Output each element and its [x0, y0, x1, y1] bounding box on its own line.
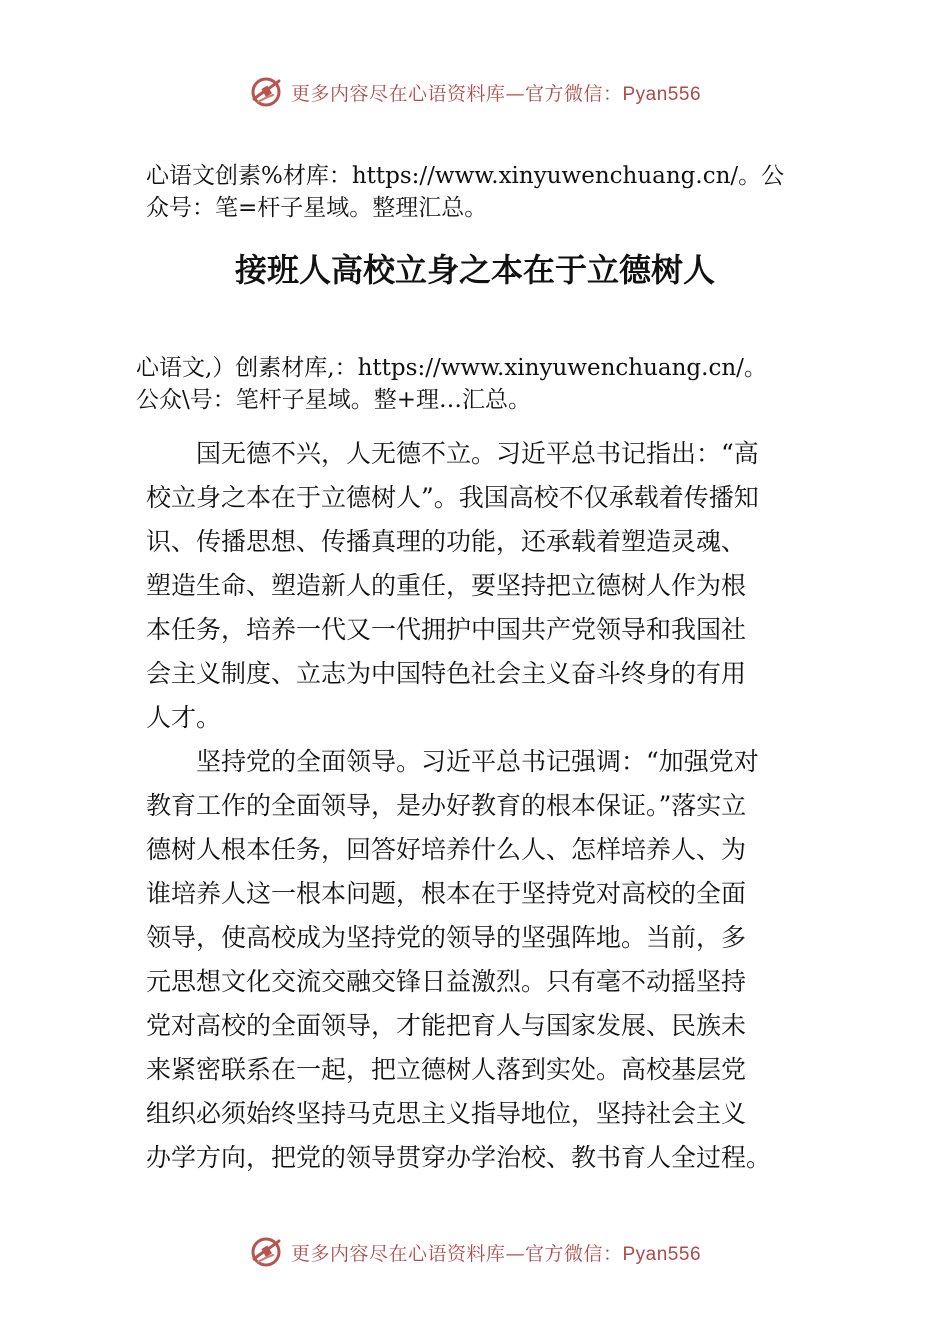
paragraph-line: 谁培养人这一根本问题，根本在于坚持党对高校的全面 — [146, 879, 747, 908]
footer-banner-text: 更多内容尽在心语资料库—官方微信：Pyan556 — [290, 1242, 702, 1265]
document-title: 接班人高校立身之本在于立德树人 — [234, 251, 715, 289]
header-banner-content — [249, 75, 701, 109]
source-note-top-line: 心语文创素%材库：https://www.xinyuwenchuang.cn/。公 — [146, 163, 785, 189]
paragraph-line: 会主义制度、立志为中国特色社会主义奋斗终身的有用 — [146, 659, 747, 688]
paragraph-line: 本任务，培养一代又一代拥护中国共产党领导和我国社 — [146, 615, 747, 644]
source-note-mid-line: 公众\号：笔杆子星域。整+理…汇总。 — [136, 387, 532, 413]
paragraph-line: 元思想文化交流交融交锋日益激烈。只有毫不动摇坚持 — [146, 967, 747, 996]
source-note-mid-line: 心语文,）创素材库,：https://www.xinyuwenchuang.cn/。 — [136, 355, 767, 381]
paragraph-line: 办学方向，把党的领导贯穿办学治校、教书育人全过程。 — [146, 1143, 772, 1172]
paragraph-line: 国无德不兴，人无德不立。习近平总书记指出：“高 — [146, 439, 759, 468]
paragraph-line: 校立身之本在于立德树人”。我国高校不仅承载着传播知 — [146, 483, 759, 512]
paragraph-line: 领导，使高校成为坚持党的领导的坚强阵地。当前，多 — [146, 923, 747, 952]
source-note-top — [146, 160, 784, 224]
brush-logo-icon — [249, 1235, 283, 1269]
body-paragraph-2 — [146, 740, 771, 1180]
paragraph-line: 德树人根本任务，回答好培养什么人、怎样培养人、为 — [146, 835, 747, 864]
paragraph-line: 塑造生命、塑造新人的重任，要坚持把立德树人作为根 — [146, 571, 747, 600]
paragraph-line: 坚持党的全面领导。习近平总书记强调：“加强党对 — [146, 747, 759, 776]
paragraph-line: 党对高校的全面领导，才能把育人与国家发展、民族未 — [146, 1011, 747, 1040]
source-note-top-line: 众号：笔=杆子星域。整理汇总。 — [146, 195, 488, 221]
footer-banner-wechat: Pyan556 — [622, 1243, 702, 1265]
source-note-mid — [136, 352, 767, 416]
header-banner-wechat: Pyan556 — [622, 83, 702, 105]
footer-banner — [0, 1232, 950, 1272]
paragraph-line: 人才。 — [146, 703, 222, 732]
brush-logo-icon — [249, 75, 283, 109]
header-banner — [0, 72, 950, 112]
paragraph-line: 识、传播思想、传播真理的功能，还承载着塑造灵魂、 — [146, 527, 747, 556]
body-paragraph-1 — [146, 432, 759, 740]
paragraph-line: 来紧密联系在一起，把立德树人落到实处。高校基层党 — [146, 1055, 747, 1084]
paragraph-line: 教育工作的全面领导，是办好教育的根本保证。”落实立 — [146, 791, 747, 820]
paragraph-line: 组织必须始终坚持马克思主义指导地位，坚持社会主义 — [146, 1099, 747, 1128]
header-banner-text: 更多内容尽在心语资料库—官方微信：Pyan556 — [290, 82, 702, 105]
footer-banner-content — [249, 1235, 701, 1269]
